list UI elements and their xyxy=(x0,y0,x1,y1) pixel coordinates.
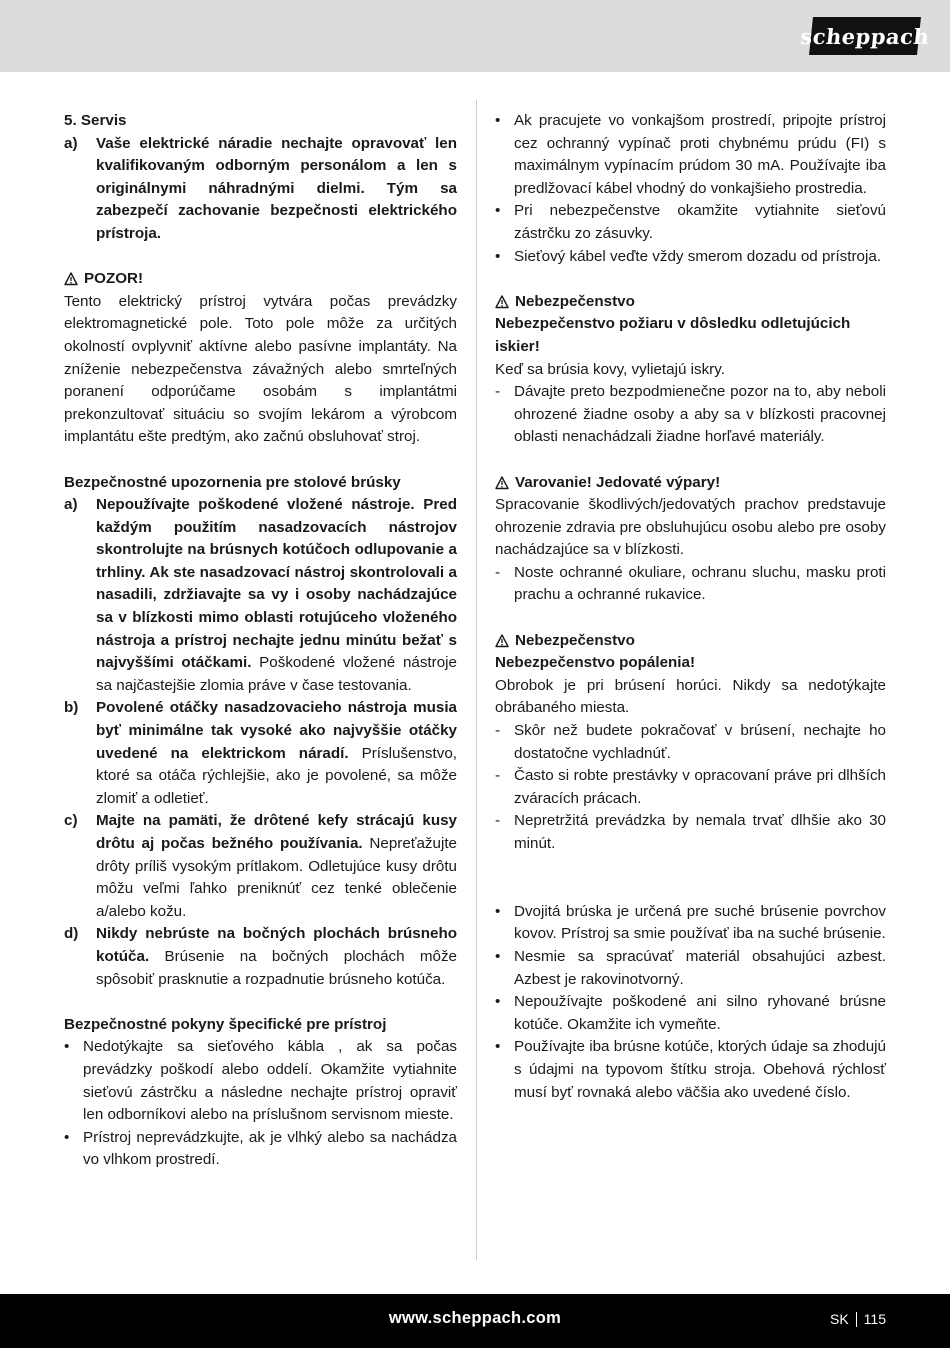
list-item xyxy=(495,200,886,245)
header-bar xyxy=(0,0,950,72)
grinder-item-a xyxy=(64,494,457,697)
grinder-safety-title: Bezpečnostné upozornenia pre stolové brúsky xyxy=(64,473,401,491)
bullet-text: Pri nebezpečenstve okamžite vytiahnite sieťovú zástrčku zo zásuvky. xyxy=(514,202,886,242)
scheppach-logo xyxy=(799,17,931,55)
footer-bar xyxy=(0,1294,950,1348)
list-item xyxy=(495,765,886,810)
dash-marker: - xyxy=(495,767,501,785)
device-safety-title: Bezpečnostné pokyny špecifické pre prístroj xyxy=(64,1015,387,1033)
burn-title: Nebezpečenstvo xyxy=(515,631,635,649)
left-column xyxy=(64,110,457,1172)
dash-text: Noste ochranné okuliare, ochranu sluchu, masku proti prachu a ochranné rukavice. xyxy=(514,563,886,604)
pozor-title: POZOR! xyxy=(84,270,144,288)
grinder-item-d xyxy=(64,923,457,991)
item-marker: a) xyxy=(64,496,78,514)
list-item xyxy=(495,1036,886,1104)
dash-marker: - xyxy=(495,812,501,830)
bullet-text: Používajte iba brúsne kotúče, ktorých údaje sa zhodujú s údajmi na typovom štítku stroja. Obehová rýchlosť musí byť rovnaká alebo väčšia ako uvedené číslo. xyxy=(514,1038,886,1101)
page-separator xyxy=(856,1312,857,1327)
language-code: SK xyxy=(829,1311,849,1327)
item-normal-text: Poškodené vložené nástroje sa najčastejšie zlomia práve v čase testovania. xyxy=(96,654,457,694)
bullet-text: Prístroj neprevádzkujte, ak je vlhký alebo sa nachádza vo vlhkom prostredí. xyxy=(83,1128,457,1169)
dash-text: Často si robte prestávky v opracovaní práve pri dlhších zváracích prácach. xyxy=(514,767,886,807)
bullet-text: Nesmie sa spracúvať materiál obsahujúci azbest. Azbest je rakovinotvorný. xyxy=(514,947,886,988)
list-item xyxy=(495,901,886,946)
fumes-text: Spracovanie škodlivých/jedovatých prachov predstavuje ohrozenie zdravia pre obsluhujúcu osobu alebo pre osoby nachádzajúce sa v blízkosti. xyxy=(495,496,886,559)
dash-text: Dávajte preto bezpodmienečne pozor na to, aby neboli ohrozené žiadne osoby a aby sa v blízkosti pracovnej oblasti nenachádzali žiadne horľavé materiály. xyxy=(514,383,886,446)
dash-marker: - xyxy=(495,383,501,401)
warning-triangle-icon xyxy=(495,295,509,309)
dash-marker: - xyxy=(495,722,501,740)
list-item xyxy=(495,246,886,269)
bullet-text: Nedotýkajte sa sieťového kábla , ak sa počas prevádzky poškodí alebo oddelí. Okamžite vytiahnite sieťovú zástrčku a následne nechajte prístroj opraviť len odborníkovi alebo na príslušnom servisnom mieste. xyxy=(83,1038,457,1124)
item-marker: a) xyxy=(64,134,78,152)
page-indicator xyxy=(830,1311,886,1327)
item-normal-text: Nepreťažujte drôty príliš vysokým prítlakom. Odletujúce kusy drôtu môžu veľmi ľahko preniknúť cez tenké oblečenie a/alebo kožu. xyxy=(96,835,457,920)
bullet-text: Nepoužívajte poškodené ani silno ryhované brúsne kotúče. Okamžite ich vymeňte. xyxy=(514,993,886,1033)
pozor-text: Tento elektrický prístroj vytvára počas prevádzky elektromagnetické pole. Toto pole môže za určitých okolností ovplyvniť aktívne alebo pasívne implantáty. Na zníženie nebezpečenstva závažných alebo smrteľných poranení odporúčame osobám s implantátmi prekonzultovať situáciu so svojím lekárom a výrobcom implantátu ešte predtým, ako začnú obsluhovať stroj. xyxy=(64,292,457,446)
list-item xyxy=(495,110,886,200)
bullet-marker: • xyxy=(495,112,501,129)
item-marker: c) xyxy=(64,812,78,830)
bullet-text: Dvojitá brúska je určená pre suché brúsenie povrchov kovov. Prístroj sa smie používať iba na suché brúsenie. xyxy=(514,902,886,943)
list-item xyxy=(495,991,886,1036)
item-text: Vaše elektrické náradie nechajte opravovať len kvalifikovaným odborným personálom a len s originálnymi náhradnými dielmi. Tým sa zabezpečí zachovanie bezpečnosti elektrického prístroja. xyxy=(96,134,457,242)
item-bold-text: Majte na pamäti, že drôtené kefy strácajú kusy drôtu aj počas bežného používania. xyxy=(96,812,457,852)
website-link[interactable]: www.scheppach.com xyxy=(388,1309,562,1327)
list-item xyxy=(495,720,886,765)
warning-triangle-icon xyxy=(64,272,78,286)
bullet-marker: • xyxy=(495,202,501,220)
dash-text: Nepretržitá prevádzka by nemala trvať dlhšie ako 30 minút. xyxy=(514,812,886,852)
bullet-text: Sieťový kábel veďte vždy smerom dozadu od prístroja. xyxy=(514,247,882,265)
item-marker: b) xyxy=(64,699,79,717)
list-item xyxy=(64,1127,457,1172)
bullet-marker: • xyxy=(495,1038,501,1056)
item-bold-text: Nepoužívajte poškodené vložené nástroje. Pred každým použitím nasadzovacích nástrojov skontrolujte na brúsnych kotúčoch odlupovanie a trhliny. Ak ste nasadzovací nástroj skontrolovali a nasadili, zdržiavajte sa vy i osoby nachádzajúce sa v blízkosti mimo oblasti rotujúceho vloženého nástroja a prístroj nechajte jednu minútu bežať s najvyššími otáčkami. xyxy=(96,496,457,672)
item-marker: d) xyxy=(64,925,79,943)
fumes-heading xyxy=(495,472,886,495)
grinder-item-c xyxy=(64,810,457,923)
list-item xyxy=(495,810,886,855)
servis-title: 5. Servis xyxy=(64,112,127,129)
list-item xyxy=(495,381,886,449)
list-item xyxy=(495,562,886,607)
bullet-marker: • xyxy=(495,993,501,1011)
bullet-marker: • xyxy=(495,247,501,265)
bullet-marker: • xyxy=(495,947,501,965)
servis-item-a xyxy=(64,133,457,246)
list-item xyxy=(495,946,886,991)
burn-text: Obrobok je pri brúsení horúci. Nikdy sa nedotýkajte obrábaného miesta. xyxy=(495,676,886,717)
right-column xyxy=(495,110,886,1104)
burn-subtitle: Nebezpečenstvo popálenia! xyxy=(495,654,696,672)
logo-text: scheppach xyxy=(799,23,931,49)
bullet-marker: • xyxy=(495,902,501,920)
pozor-heading xyxy=(64,268,457,291)
column-divider xyxy=(476,100,477,1260)
item-normal-text: Brúsenie na bočných plochách môže spôsobiť prasknutie a rozpadnutie brúsneho kotúča. xyxy=(96,947,457,988)
fire-text: Keď sa brúsia kovy, vylietajú iskry. xyxy=(495,360,725,378)
warning-triangle-icon xyxy=(495,476,509,490)
fumes-title: Varovanie! Jedovaté výpary! xyxy=(515,473,721,491)
item-bold-text: Nikdy nebrúste na bočných plochách brúsneho kotúča. xyxy=(96,925,457,965)
dash-text: Skôr než budete pokračovať v brúsení, nechajte ho dostatočne vychladnúť. xyxy=(514,722,886,762)
bullet-marker: • xyxy=(64,1128,70,1146)
bullet-text: Ak pracujete vo vonkajšom prostredí, pripojte prístroj cez ochranný vypínač proti chybnému prúdu (FI) s maximálnym vypínacím prúdom 30 mA. Používajte iba predlžovací kábel vhodný do vonkajšieho prostredia. xyxy=(514,112,886,197)
grinder-item-b xyxy=(64,697,457,810)
dash-marker: - xyxy=(495,563,501,581)
burn-heading xyxy=(495,630,886,653)
page-number: 115 xyxy=(863,1311,886,1327)
item-normal-text: Príslušenstvo, ktoré sa otáča rýchlejšie, ako je povolené, sa môže zlomiť a odletieť. xyxy=(96,744,458,807)
list-item xyxy=(64,1036,457,1126)
fire-subtitle: Nebezpečenstvo požiaru v dôsledku odletujúcich iskier! xyxy=(495,315,851,355)
fire-heading xyxy=(495,291,886,314)
item-bold-text: Povolené otáčky nasadzovacieho nástroja musia byť minimálne tak vysoké ako najvyššie otáčky uvedené na elektrickom náradí. xyxy=(96,699,457,762)
bullet-marker: • xyxy=(64,1038,70,1056)
fire-title: Nebezpečenstvo xyxy=(515,292,635,310)
warning-triangle-icon xyxy=(495,634,509,648)
